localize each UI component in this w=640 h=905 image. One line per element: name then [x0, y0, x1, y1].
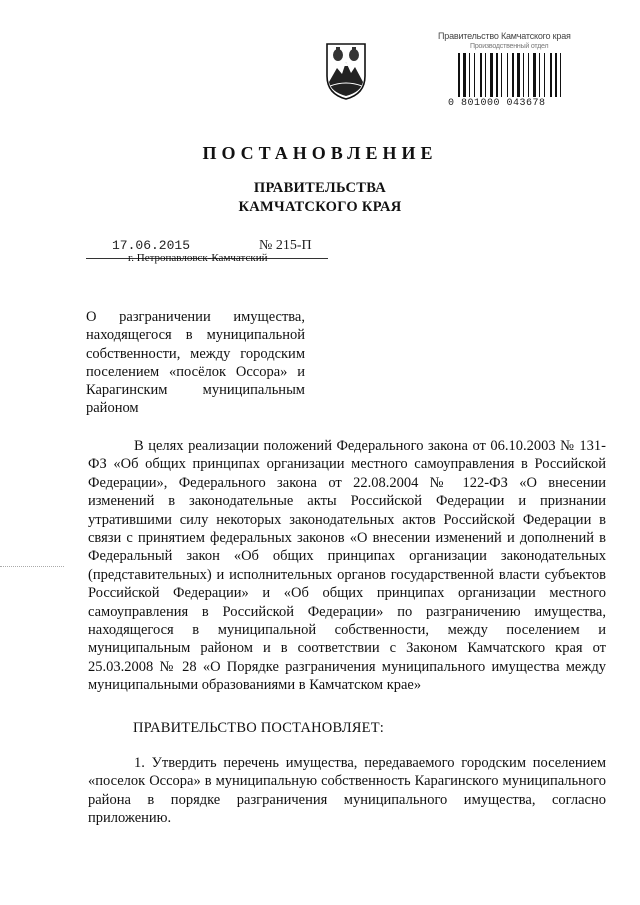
barcode-bar [507, 53, 508, 97]
document-title: ПОСТАНОВЛЕНИЕ [202, 143, 438, 163]
barcode-bar [471, 53, 473, 97]
barcode-bar [458, 53, 460, 97]
barcode-bar [539, 53, 540, 97]
coat-of-arms-emblem [325, 42, 367, 100]
barcode-bar [480, 53, 482, 97]
preamble-paragraph: В целях реализации положений Федерального закона от 06.10.2003 № 131-ФЗ «Об общих принципах организации местного самоуправления в Российской Федерации», Федерального закона от 22.08.2004 № 122-ФЗ «О внесении изменений в законодательные акты Российской Федерации и признании утратившими силу некоторых законодательных актов Российской Федерации в связи с принятием федеральных законов «О внесении изменений и дополнений в Федеральный закон «Об общих принципах организации законодательных (представительных) и исполнительных органов государственной власти субъектов Российской Федерации» и «Об общих принципах организации местного самоуправления в Российской Федерации» по разграничению имущества, находящегося в муниципальной собственности, между поселением и муниципальным районом и в соответствии с Законом Камчатского края от 25.03.2008 № 28 «О Порядке разграничения муниципального имущества между муниципальными образованиями в Камчатском крае» [88, 438, 606, 694]
barcode-bar [558, 53, 559, 97]
barcode-bar [503, 53, 506, 97]
barcode-bar [494, 53, 495, 97]
barcode-bar [467, 53, 468, 97]
barcode-bar [533, 53, 536, 97]
barcode-bar [521, 53, 522, 97]
item-1-paragraph: 1. Утвердить перечень имущества, передаваемого городским поселением «поселок Оссора» в муниципальную собственность Карагинского муниципального района в порядке разграничения муниципального имущества, согласно приложению. [88, 755, 606, 827]
barcode [458, 53, 566, 97]
barcode-bar [463, 53, 466, 97]
barcode-bar [546, 53, 549, 97]
barcode-bar [512, 53, 514, 97]
barcode-bar [525, 53, 527, 97]
barcode-bar [476, 53, 479, 97]
document-number: № 215-П [259, 238, 312, 253]
decree-heading: ПРАВИТЕЛЬСТВО ПОСТАНОВЛЯЕТ: [133, 720, 385, 736]
barcode-bar [509, 53, 511, 97]
document-date: 17.06.2015 [112, 238, 191, 253]
city-name: г. Петропавловск-Камчатский [128, 252, 268, 264]
barcode-bar [555, 53, 557, 97]
barcode-bar [523, 53, 524, 97]
barcode-bar [517, 53, 520, 97]
authority-line-2: КАМЧАТСКОГО КРАЯ [238, 199, 402, 215]
barcode-bar [483, 53, 484, 97]
barcode-bar [490, 53, 493, 97]
barcode-bar [544, 53, 545, 97]
barcode-bar [501, 53, 502, 97]
barcode-bar [496, 53, 498, 97]
barcode-bar [560, 53, 561, 97]
document-subject: О разграничении имущества, находящегося в муниципальной собственности, между городским поселением «посёлок Оссора» и Карагинским муниципальным районом [86, 309, 305, 417]
margin-dotted-line [0, 566, 64, 568]
barcode-bar [528, 53, 529, 97]
barcode-number: 0 801000 043678 [448, 98, 546, 109]
barcode-bar [553, 53, 554, 97]
stamp-organization: Правительство Камчатского края [438, 31, 571, 41]
barcode-bar [562, 53, 565, 97]
barcode-bar [515, 53, 516, 97]
barcode-bar [461, 53, 462, 97]
authority-line-1: ПРАВИТЕЛЬСТВА [253, 180, 387, 196]
barcode-bar [541, 53, 543, 97]
stamp-department: Производственный отдел [470, 43, 549, 50]
barcode-bar [474, 53, 475, 97]
barcode-bar [485, 53, 486, 97]
barcode-bar [537, 53, 538, 97]
barcode-bar [487, 53, 489, 97]
barcode-bar [550, 53, 552, 97]
barcode-bar [469, 53, 470, 97]
barcode-bar [530, 53, 532, 97]
barcode-bar [499, 53, 500, 97]
